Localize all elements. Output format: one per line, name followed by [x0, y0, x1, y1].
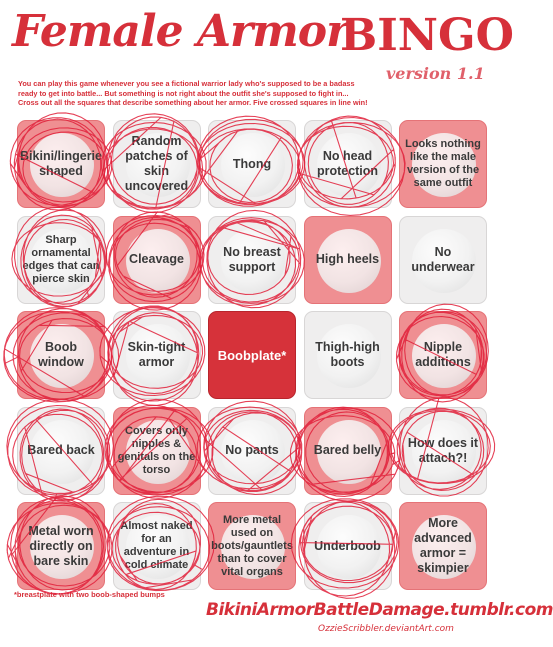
bingo-cell-label: Underboob	[314, 538, 381, 553]
bingo-cell-label: Boobplate*	[217, 347, 287, 363]
bingo-cell-label: Bikini/lingerie shaped	[20, 149, 102, 178]
bingo-cell-label: Nipple additions	[415, 340, 471, 369]
bingo-cell-label: No underwear	[411, 244, 475, 274]
bingo-cell[interactable]	[17, 502, 105, 590]
bingo-cell-label: High heels	[315, 252, 380, 266]
intro-text	[18, 79, 488, 108]
bingo-board	[17, 120, 487, 590]
site-url: BikiniArmorBattleDamage.tumblr.com	[206, 600, 553, 620]
bingo-cell[interactable]	[208, 311, 296, 399]
bingo-cell-label: Thong	[232, 156, 272, 171]
bingo-cell[interactable]	[17, 311, 105, 399]
bingo-cell-label: Boob window	[38, 340, 84, 369]
bingo-cell[interactable]	[208, 407, 296, 495]
bingo-cell[interactable]	[17, 120, 105, 208]
bingo-cell[interactable]	[304, 120, 392, 208]
bingo-cell[interactable]	[17, 407, 105, 495]
bingo-cell[interactable]	[399, 311, 487, 399]
bingo-cell-label: How does it attach?!	[407, 435, 479, 465]
bingo-cell-label: Metal worn directly on bare skin	[28, 523, 94, 568]
bingo-cell-label: Skin-tight armor	[127, 340, 186, 369]
intro-line: ready to get into battle... But something is not right about the outfit she's supposed to fight in...	[18, 88, 349, 98]
bingo-cell[interactable]	[113, 120, 201, 208]
bingo-cell-label: Bared back	[27, 443, 95, 457]
bingo-cell[interactable]	[399, 407, 487, 495]
bingo-cell-label: No breast support	[223, 244, 281, 274]
bingo-cell[interactable]	[304, 311, 392, 399]
header	[0, 0, 514, 83]
bingo-cell-label: No pants	[225, 443, 279, 457]
bingo-cell[interactable]	[17, 216, 105, 304]
bingo-cell[interactable]	[208, 120, 296, 208]
title-female-armor: Female Armor	[12, 6, 349, 57]
bingo-cell-label: No head protection	[316, 149, 379, 178]
intro-line: Cross out all the squares that describe something about her armor. Five crossed squares in line win!	[18, 98, 368, 107]
intro-line: You can play this game whenever you see a fictional warrior lady who's supposed to be a badass	[18, 79, 355, 88]
bingo-cell[interactable]	[113, 216, 201, 304]
bingo-cell[interactable]	[399, 120, 487, 208]
bingo-cell[interactable]	[208, 502, 296, 590]
bingo-cell-label: Almost naked for an adventure in cold climate	[120, 520, 193, 571]
bingo-cell-label: Random patches of skin uncovered	[124, 134, 189, 193]
bingo-cell-label: Bared belly	[313, 443, 382, 457]
bingo-cell[interactable]	[399, 216, 487, 304]
bingo-cell[interactable]	[208, 216, 296, 304]
bingo-cell-label: More advanced armor = skimpier	[414, 516, 472, 575]
bingo-cell-label: Sharp ornamental edges that can pierce skin	[22, 233, 100, 285]
bingo-cell[interactable]	[304, 407, 392, 495]
bingo-cell-label: More metal used on boots/gauntlets than to cover vital organs	[211, 513, 293, 578]
bingo-cell-label: Looks nothing like the male version of the same outfit	[405, 138, 481, 189]
artist-credit: OzzieScribbler.deviantArt.com	[318, 624, 454, 634]
version-label: version 1.1	[386, 64, 485, 83]
bingo-cell[interactable]	[113, 311, 201, 399]
footnote: *breastplate with two boob-shaped bumps	[14, 590, 165, 599]
title-bingo: BINGO	[340, 10, 514, 61]
bingo-cell[interactable]	[304, 216, 392, 304]
bingo-cell-label: Cleavage	[129, 252, 184, 266]
bingo-cell-label: Thigh-high boots	[315, 340, 380, 369]
bingo-cell[interactable]	[113, 407, 201, 495]
bingo-cell[interactable]	[304, 502, 392, 590]
bingo-cell-label: Covers only nipples & genitals on the torso	[117, 424, 196, 476]
bingo-cell[interactable]	[399, 502, 487, 590]
bingo-cell[interactable]	[113, 502, 201, 590]
